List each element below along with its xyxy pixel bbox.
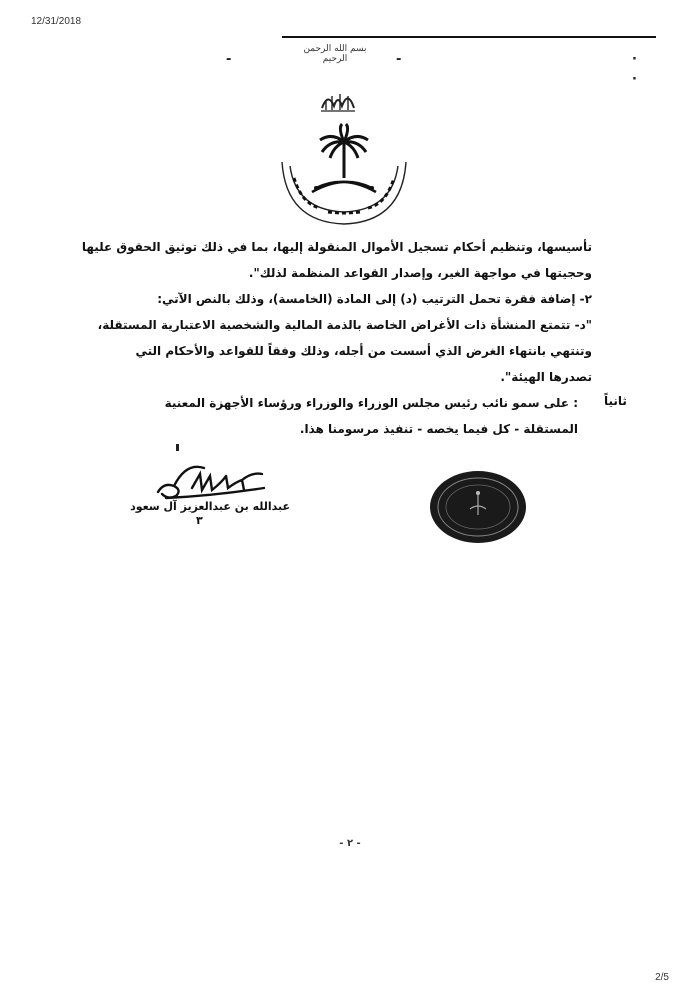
signer-name: عبدالله بن عبدالعزيز آل سعود — [130, 500, 290, 513]
dash-mark: - — [396, 52, 402, 67]
signature-dot — [176, 444, 179, 451]
margin-dot: · — [632, 72, 637, 87]
handwritten-signature — [152, 452, 270, 502]
body-line: وحجيتها في مواجهة الغير، وإصدار القواعد المنظمة لذلك". — [248, 266, 592, 280]
royal-seal-icon — [428, 469, 528, 545]
body-line: وتنتهي بانتهاء الغرض الذي أسست من أجله، وذلك وفقاً للقواعد والأحكام التي — [135, 344, 592, 358]
page-number: - ٢ - — [339, 838, 361, 849]
shahada-calligraphy-icon — [318, 84, 358, 114]
second-item-line: المستقلة - كل فيما يخصه - تنفيذ مرسومنا هذا. — [299, 422, 578, 436]
body-line: تصدرها الهيئة". — [500, 370, 592, 384]
basmala: بسم الله الرحمن الرحيم — [303, 44, 367, 64]
saudi-emblem-icon — [276, 118, 412, 228]
second-item-line: : على سمو نائب رئيس مجلس الوزراء والوزراء ورؤساء الأجهزة المعنية — [164, 396, 578, 410]
margin-dot: · — [632, 52, 637, 67]
page-count: 2/5 — [655, 972, 669, 983]
top-rule — [282, 36, 656, 38]
signer-number: ٣ — [196, 514, 203, 527]
body-line: "د- تتمتع المنشأة ذات الأغراض الخاصة بالذمة المالية والشخصية الاعتبارية المستقلة، — [97, 318, 592, 332]
print-date: 12/31/2018 — [31, 16, 82, 27]
second-item-label: ثانياً — [604, 394, 627, 408]
dash-mark: - — [226, 52, 232, 67]
body-line: ٢- إضافة فقرة تحمل الترتيب (د) إلى المادة (الخامسة)، وذلك بالنص الآتي: — [157, 292, 592, 306]
body-line: تأسيسها، وتنظيم أحكام تسجيل الأموال المنقولة إليها، بما في ذلك توثيق الحقوق عليها — [81, 240, 592, 254]
